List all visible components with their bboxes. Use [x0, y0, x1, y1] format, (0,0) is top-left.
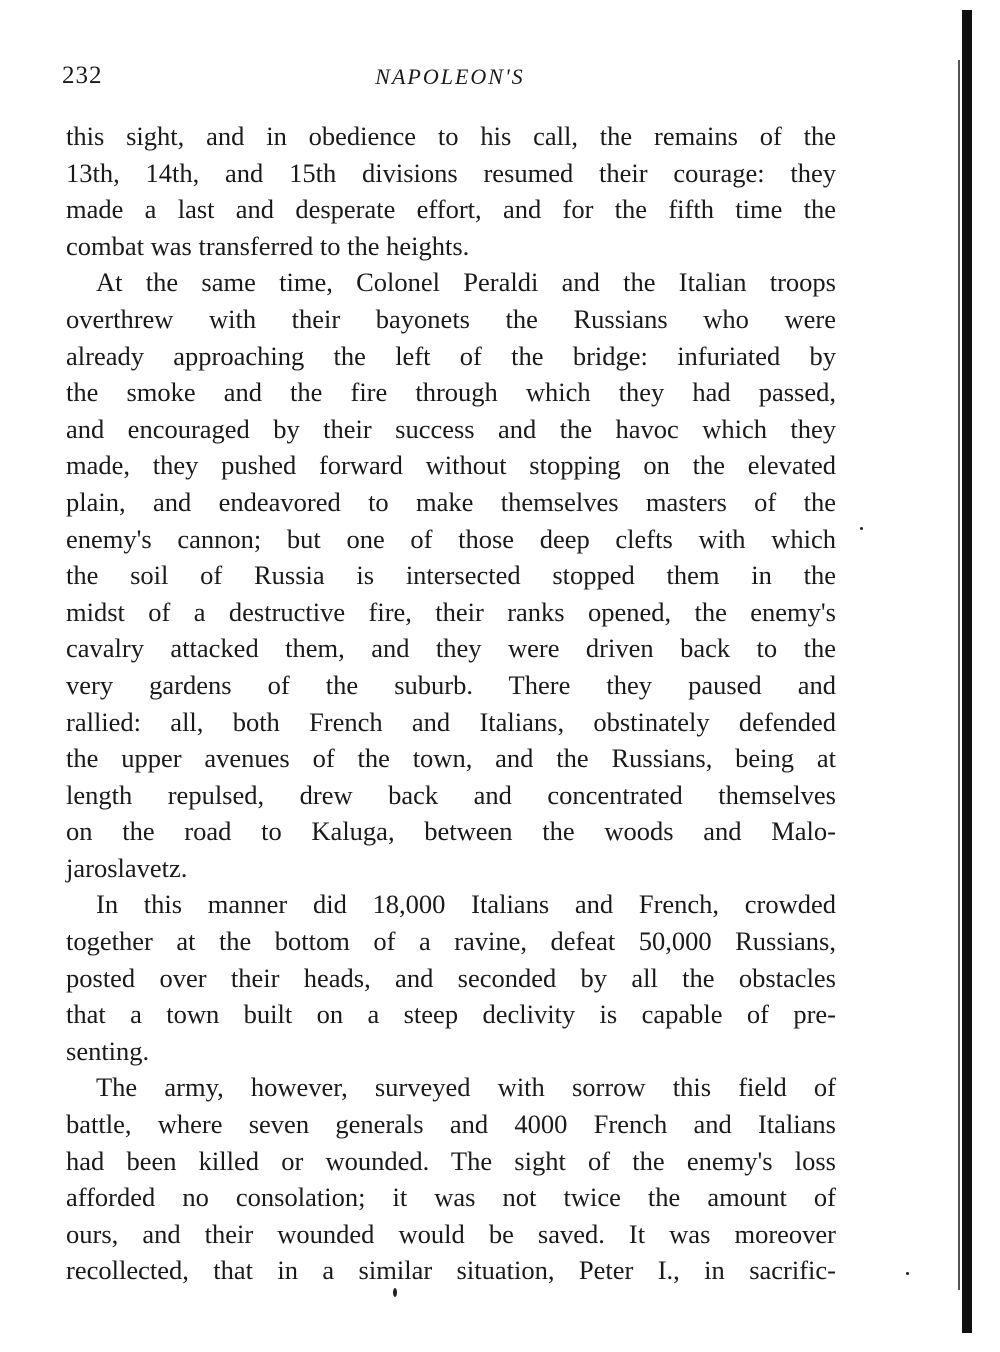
text-line: the upper avenues of the town, and the Russians, being at — [66, 743, 836, 774]
page-number: 232 — [62, 62, 103, 89]
text-line: already approaching the left of the bridge: infuriated by — [66, 340, 836, 371]
text-line: enemy's cannon; but one of those deep clefts with which — [66, 523, 836, 554]
text-line: In this manner did 18,000 Italians and French, crowded — [96, 889, 836, 920]
binding-edge — [962, 10, 972, 1333]
binding-shadow — [958, 60, 960, 1290]
text-line: very gardens of the suburb. There they paused and — [66, 669, 836, 700]
text-line: ours, and their wounded would be saved. It was moreover — [66, 1218, 836, 1249]
text-line: senting. — [66, 1035, 150, 1066]
text-line: rallied: all, both French and Italians, obstinately defended — [66, 706, 836, 737]
running-title: NAPOLEON'S — [375, 64, 525, 89]
text-line: jaroslavetz. — [66, 852, 188, 883]
text-line: midst of a destructive fire, their ranks opened, the enemy's — [66, 596, 836, 627]
text-line: the soil of Russia is intersected stopped them in the — [66, 560, 836, 591]
text-line: length repulsed, drew back and concentrated themselves — [66, 779, 836, 810]
text-line: the smoke and the fire through which they had passed, — [66, 377, 836, 408]
text-line: on the road to Kaluga, between the woods and Malo- — [66, 816, 836, 847]
text-line: and encouraged by their success and the havoc which they — [66, 413, 836, 444]
text-line: had been killed or wounded. The sight of the enemy's loss — [66, 1145, 836, 1176]
text-line: posted over their heads, and seconded by all the obstacles — [66, 962, 836, 993]
text-line: recollected, that in a similar situation, Peter I., in sacrific- — [66, 1255, 836, 1286]
text-line: The army, however, surveyed with sorrow this field of — [96, 1072, 836, 1103]
text-line: made a last and desperate effort, and for the fifth time the — [66, 194, 836, 225]
text-line: that a town built on a steep declivity is capable of pre- — [66, 999, 836, 1030]
ink-speck — [860, 527, 863, 530]
ink-speck — [906, 1272, 909, 1275]
text-line: cavalry attacked them, and they were driven back to the — [66, 633, 836, 664]
text-line: plain, and endeavored to make themselves masters of the — [66, 486, 836, 517]
text-line: together at the bottom of a ravine, defeat 50,000 Russians, — [66, 926, 836, 957]
text-line: made, they pushed forward without stopping on the elevated — [66, 450, 836, 481]
text-line: combat was transferred to the heights. — [66, 230, 470, 261]
text-line: this sight, and in obedience to his call, the remains of the — [66, 121, 836, 151]
text-line: overthrew with their bayonets the Russians who were — [66, 303, 836, 334]
text-line: battle, where seven generals and 4000 French and Italians — [66, 1109, 836, 1140]
page-body — [66, 118, 836, 1289]
text-line: At the same time, Colonel Peraldi and the Italian troops — [96, 267, 836, 298]
ink-speck — [393, 1288, 397, 1297]
text-line: 13th, 14th, and 15th divisions resumed their courage: they — [66, 157, 836, 188]
text-line: afforded no consolation; it was not twice the amount of — [66, 1182, 836, 1213]
